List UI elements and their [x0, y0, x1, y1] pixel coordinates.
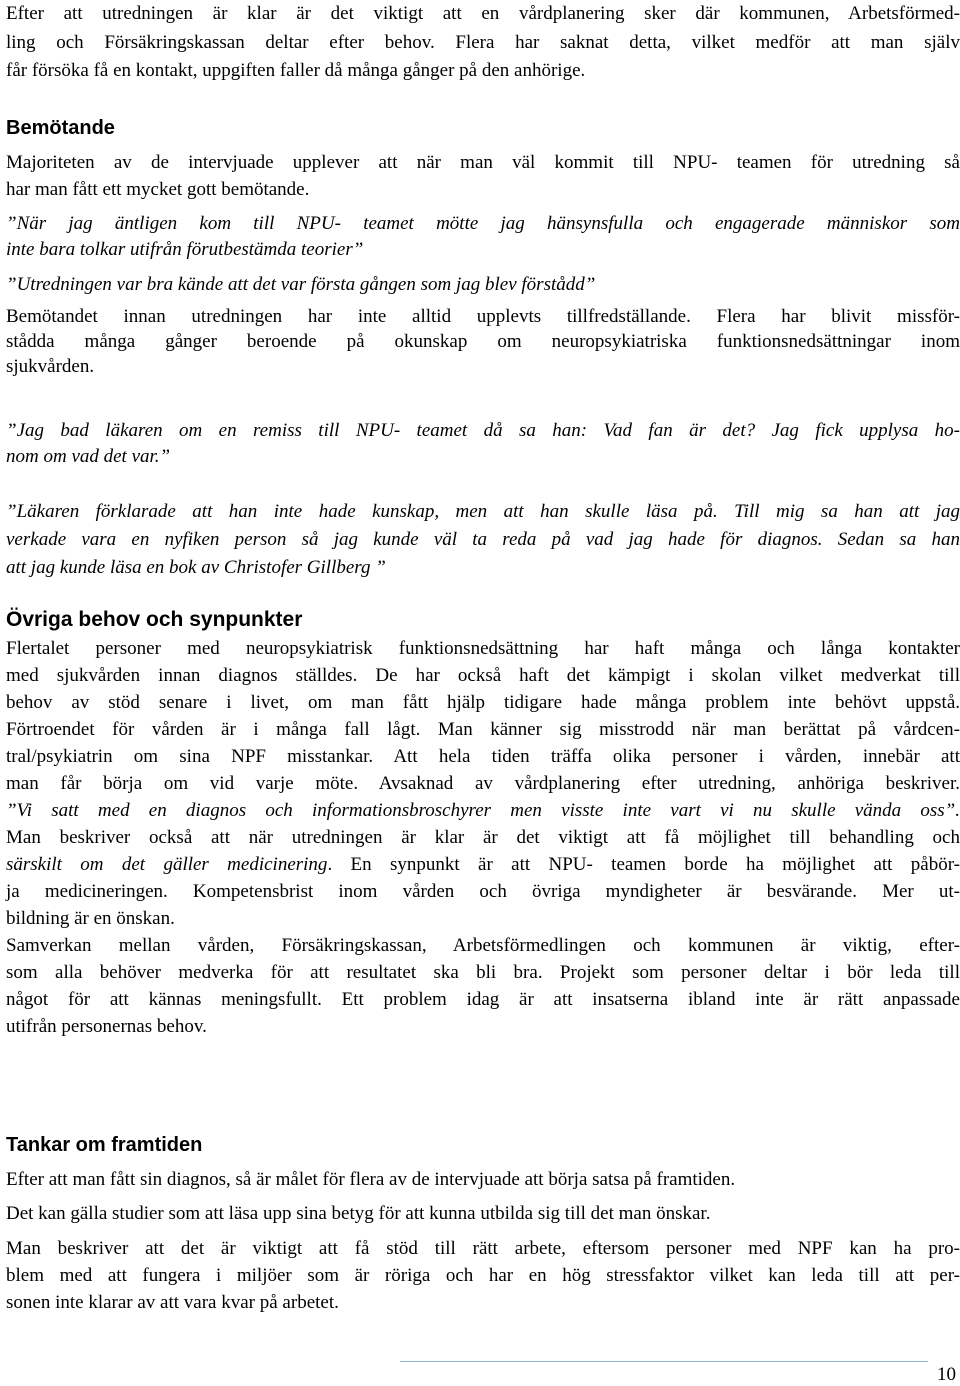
body-line: Förtroendet för vården är i många fall lågt. Man känner sig misstrodd när man berättat på vårdcen- — [6, 719, 960, 740]
quote-line: ”Utredningen var bra kände att det var första gången som jag blev förstådd” — [6, 274, 596, 295]
body-line: ling och Försäkringskassan deltar efter behov. Flera har saknat detta, vilket medför att man själv — [6, 32, 960, 53]
body-line: Man beskriver att det är viktigt att få stöd till rätt arbete, eftersom personer med NPF kan ha pro- — [6, 1238, 960, 1259]
quote-line: att jag kunde läsa en bok av Christofer Gillberg ” — [6, 557, 386, 578]
section-heading-bemotande: Bemötande — [6, 117, 115, 139]
body-line: Majoriteten av de intervjuade upplever att när man väl kommit till NPU- teamen för utredning så — [6, 152, 960, 173]
quote-line: nom om vad det var.” — [6, 446, 171, 467]
body-line: får försöka få en kontakt, uppgiften faller då många gånger på den anhörige. — [6, 60, 586, 81]
quote-line: ”Jag bad läkaren om en remiss till NPU- teamet då sa han: Vad fan är det? Jag fick upplysa ho- — [6, 420, 960, 441]
quote-line: ”Vi satt med en diagnos och informationsbroschyrer men visste inte vart vi nu skulle vända oss”. — [6, 800, 960, 821]
body-line: man får börja om vid varje möte. Avsaknad av vårdplanering efter utredning, anhöriga beskriver. — [6, 773, 960, 794]
body-line: tral/psykiatrin om sina NPF misstankar. Att hela tiden träffa olika personer i vården, innebär att — [6, 746, 960, 767]
body-line: Flertalet personer med neuropsykiatrisk funktionsnedsättning har haft många och långa kontakter — [6, 638, 960, 659]
body-line: sonen inte klarar av att vara kvar på arbetet. — [6, 1292, 339, 1313]
section-heading-ovriga: Övriga behov och synpunkter — [6, 608, 303, 631]
section-heading-tankar: Tankar om framtiden — [6, 1134, 203, 1156]
body-line: sjukvården. — [6, 356, 95, 377]
body-line: behov av stöd senare i livet, om man fått hjälp tidigare hade många problem inte behövt uppstå. — [6, 692, 960, 713]
body-line: ja medicineringen. Kompetensbrist inom vården och övriga myndigheter är besvärande. Mer ut- — [6, 881, 960, 902]
body-line: Samverkan mellan vården, Försäkringskassan, Arbetsförmedlingen och kommunen är viktig, efter- — [6, 935, 960, 956]
body-text: . En synpunkt är att NPU- teamen borde ha möjlighet att påbör- — [327, 854, 960, 875]
page-number: 10 — [937, 1364, 956, 1385]
quote-line: verkade vara en nyfiken person så jag kunde väl ta reda på vad jag hade för diagnos. Sedan sa han — [6, 529, 960, 550]
body-line: Efter att utredningen är klar är det viktigt att en vårdplanering sker där kommunen, Arbetsförmed- — [6, 3, 960, 24]
body-line: har man fått ett mycket gott bemötande. — [6, 179, 310, 200]
quote-line: ”Läkaren förklarade att han inte hade kunskap, men att han skulle läsa på. Till mig sa han att jag — [6, 501, 960, 522]
body-line: något för att kännas meningsfullt. Ett problem idag är att insatserna ibland inte är rätt anpassade — [6, 989, 960, 1010]
body-line: med sjukvården innan diagnos ställdes. De har också haft det kämpigt i skolan vilket medverkat till — [6, 665, 960, 686]
body-line: Efter att man fått sin diagnos, så är målet för flera av de intervjuade att börja satsa på framtiden. — [6, 1169, 736, 1190]
body-line — [6, 852, 960, 878]
body-line: Man beskriver också att när utredningen är klar är det viktigt att få möjlighet till behandling och — [6, 827, 960, 848]
body-line: Det kan gälla studier som att läsa upp sina betyg för att kunna utbilda sig till det man önskar. — [6, 1203, 711, 1224]
body-line: utifrån personernas behov. — [6, 1016, 207, 1037]
emphasis-text: särskilt om det gäller medicinering — [6, 854, 328, 875]
body-line: stådda många gånger beroende på okunskap om neuropsykiatriska funktionsnedsättningar inom — [6, 331, 960, 352]
quote-line: inte bara tolkar utifrån förutbestämda teorier” — [6, 239, 364, 260]
body-line: blem med att fungera i miljöer som är röriga och har en hög stressfaktor vilket kan leda till att per- — [6, 1265, 960, 1286]
body-line: bildning är en önskan. — [6, 908, 175, 929]
quote-line: ”När jag äntligen kom till NPU- teamet mötte jag hänsynsfulla och engagerade människor som — [6, 213, 960, 234]
body-line: som alla behöver medverka för att resultatet ska bli bra. Projekt som personer deltar i bör leda till — [6, 962, 960, 983]
body-line: Bemötandet innan utredningen har inte alltid upplevts tillfredställande. Flera har blivit missför- — [6, 306, 960, 327]
footer-divider — [400, 1361, 928, 1362]
